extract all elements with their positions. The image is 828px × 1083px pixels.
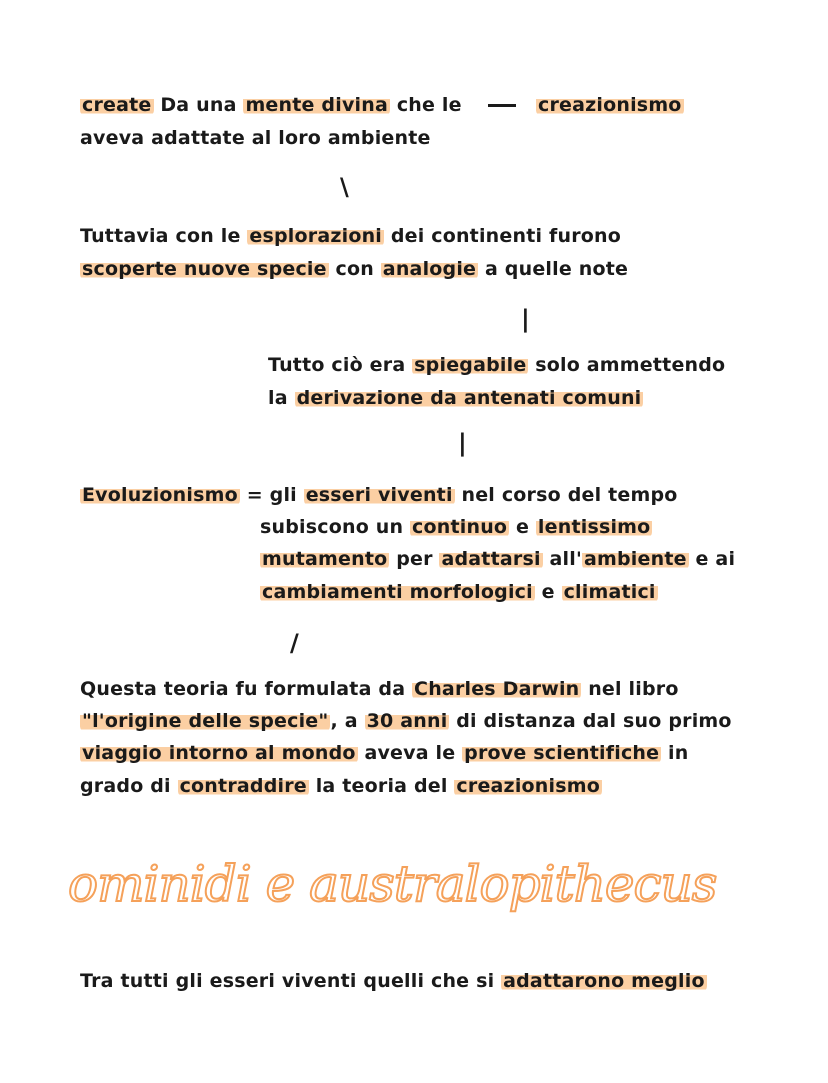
text-line <box>80 223 621 249</box>
text: per <box>389 548 440 570</box>
text-line <box>80 968 707 994</box>
text: dei continenti furono <box>384 225 622 247</box>
text: all' <box>542 548 582 570</box>
text: subiscono un <box>260 516 411 538</box>
text-line: aveva adattate al loro ambiente <box>80 127 431 149</box>
highlight: continuo <box>412 516 508 538</box>
highlight: ambiente <box>583 548 687 570</box>
highlight: adattarono meglio <box>503 970 705 992</box>
connector-line: / <box>290 629 299 657</box>
highlight: prove scientifiche <box>464 742 660 764</box>
highlight: esseri viventi <box>305 484 453 506</box>
highlight: Evoluzionismo <box>82 484 238 506</box>
text: e ai <box>688 548 736 570</box>
highlight: Charles Darwin <box>414 678 580 700</box>
highlight: cambiamenti morfologici <box>262 581 533 603</box>
text: che le <box>390 94 462 116</box>
text: e <box>534 581 562 603</box>
connector-line: | <box>458 429 467 457</box>
text: = gli <box>239 484 304 506</box>
highlight: scoperte nuove specie <box>82 258 327 280</box>
text-line <box>80 676 679 702</box>
highlight: create <box>82 94 152 116</box>
text: aveva le <box>357 742 463 764</box>
highlight: creazionismo <box>538 94 682 116</box>
text: Tuttavia con le <box>80 225 248 247</box>
highlight: viaggio intorno al mondo <box>82 742 356 764</box>
text-line <box>260 546 735 572</box>
highlight: climatici <box>563 581 656 603</box>
text-line <box>536 92 684 118</box>
text: nel libro <box>581 678 679 700</box>
text: nel corso del tempo <box>454 484 678 506</box>
text: Tra tutti gli esseri viventi quelli che si <box>80 970 502 992</box>
text: di distanza dal suo primo <box>449 710 732 732</box>
text: Tutto ciò era <box>268 354 413 376</box>
highlight: contraddire <box>179 775 307 797</box>
text: la teoria del <box>308 775 455 797</box>
text-line <box>80 740 689 766</box>
text: in <box>661 742 689 764</box>
highlight: 30 anni <box>366 710 448 732</box>
text: la <box>268 387 295 409</box>
highlight: spiegabile <box>414 354 527 376</box>
text-line <box>80 256 628 282</box>
text: a quelle note <box>478 258 629 280</box>
connector-line: | <box>521 305 530 333</box>
text-line <box>80 773 602 799</box>
text-line <box>260 579 658 605</box>
text-line <box>268 352 725 378</box>
text: e <box>509 516 536 538</box>
highlight: analogie <box>382 258 477 280</box>
text-line <box>80 92 462 118</box>
section-heading: ominidi e australopithecus <box>68 855 717 913</box>
highlight: mutamento <box>262 548 388 570</box>
text: con <box>328 258 381 280</box>
highlight: esplorazioni <box>249 225 383 247</box>
text: solo ammettendo <box>528 354 726 376</box>
highlight: lentissimo <box>537 516 651 538</box>
text-line <box>268 385 643 411</box>
text: , a <box>330 710 365 732</box>
highlight: mente divina <box>245 94 388 116</box>
highlight: derivazione da antenati comuni <box>296 387 642 409</box>
highlight: "l'origine delle specie" <box>82 710 329 732</box>
text-line <box>80 708 732 734</box>
highlight: creazionismo <box>456 775 600 797</box>
text-line <box>260 514 652 540</box>
text: grado di <box>80 775 178 797</box>
highlight: adattarsi <box>441 548 541 570</box>
arrow-dash <box>488 104 516 107</box>
connector-line: \ <box>340 173 349 201</box>
text: Questa teoria fu formulata da <box>80 678 413 700</box>
text: Da una <box>153 94 244 116</box>
text-line <box>80 482 678 508</box>
